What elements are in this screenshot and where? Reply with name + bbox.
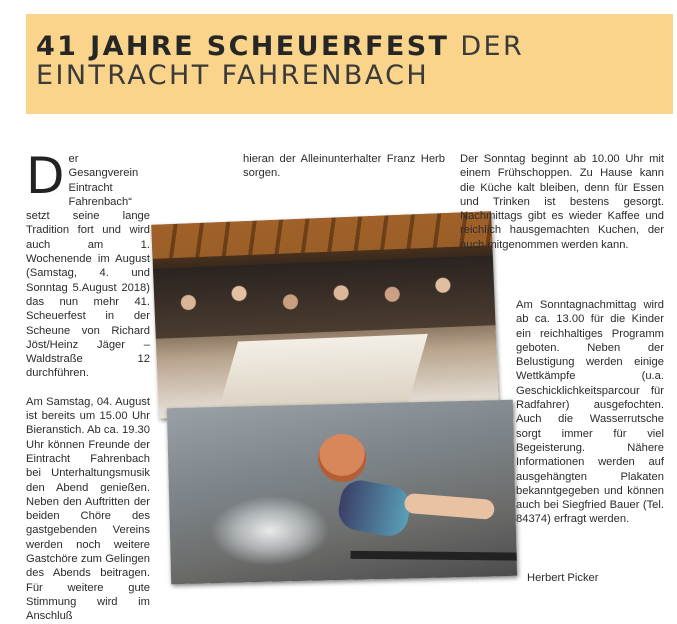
paragraph-intro [26, 147, 150, 381]
author-line [527, 571, 657, 585]
title-bold: 41 JAHRE SCHEUERFEST [36, 31, 450, 62]
paragraph-sunday: Der Sonntag beginnt ab 10.00 Uhr mit einem Frühschoppen. Zu Hause kann die Küche kalt bleiben, denn für Essen und Trinken ist bestens gesorgt. Nachmittags gibt es wieder Kaffee und reichlich hausgemachten Kuchen, der auch mitgenommen werden kann. [460, 153, 664, 251]
author-name: Herbert Picker [527, 572, 599, 584]
paragraph-afternoon: Am Sonntagnachmittag wird ab ca. 13.00 für die Kinder ein reichhaltiges Programm geboten. Neben der Belustigung werden einige Wettkämpfe (u.a. Geschicklichkeitsparcour für Radfahrer) ausgefochten. Auch die Wasserrutsche sorgt immer für viel Begeisterung. Nähere Informationen werden auf ausgehängten Plakaten bekanntgegeben und können auch bei Siegfried Bauer (Tel. 84374) erfragt werden. [516, 299, 664, 526]
title-light-1: DER [460, 31, 525, 62]
festival-crowd-photo [151, 211, 499, 418]
paragraph-saturday: Am Samstag, 04. August ist bereits um 15.00 Uhr Bieranstich. Ab ca. 19.30 Uhr können Freunde der Eintracht Fahrenbach bei Unterhaltungsmusik den Abend genießen. Neben den Auftritten der beiden Chöre des gastgebenden Vereins werden noch weitere Gastchöre zum Gelingen des Abends beitragen. Für weitere gute Stimmung wird im Anschluß [26, 395, 150, 623]
drop-cap: D [26, 147, 65, 205]
column-2 [243, 152, 445, 181]
column-1 [26, 147, 150, 624]
column-3-bottom [516, 298, 664, 527]
photo-collage [155, 204, 513, 584]
paragraph-continued: hieran der Alleinunterhalter Franz Herb sorgen. [243, 153, 445, 180]
water-slide-photo [167, 400, 517, 584]
paragraph-intro-text: er Gesangverein Eintracht Fahrenbach“ setzt seine lange Tradition fort und wird auch am 1. Wochenende im August (Samstag, 4. und Sonntag 5.August 2018) das nun mehr 41. Scheuerfest in der Scheune von Richard Jöst/Heinz Jäger – Waldstraße 12 durchführen. [26, 153, 150, 380]
article-title [36, 32, 656, 90]
title-light-2: EINTRACHT FAHRENBACH [36, 60, 430, 91]
column-3-top [460, 152, 664, 252]
